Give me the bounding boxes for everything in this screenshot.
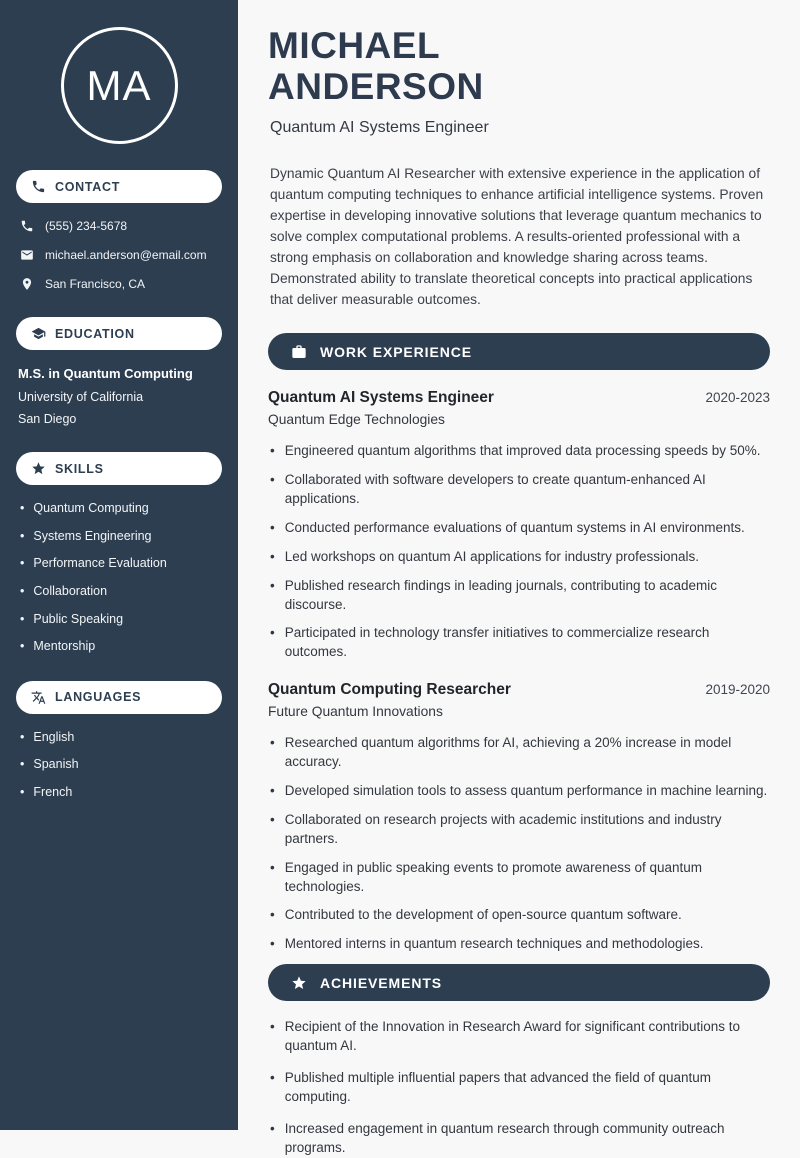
job-bullet-list (270, 442, 770, 662)
star-icon (31, 461, 46, 476)
avatar: MA (61, 27, 178, 144)
job-bullet: • Contributed to the development of open-source quantum software. (270, 906, 770, 925)
skill-item: • Public Speaking (20, 612, 222, 628)
email-row (20, 248, 222, 262)
job-company: Future Quantum Innovations (268, 704, 443, 720)
contact-section (16, 170, 222, 291)
sidebar (0, 0, 238, 1130)
achievements-header-label: ACHIEVEMENTS (320, 974, 443, 991)
achievement-bullet: • Recipient of the Innovation in Research Award for significant contributions to quantum AI. (270, 1018, 770, 1056)
skill-item: • Performance Evaluation (20, 556, 222, 572)
person-name-line2: ANDERSON (268, 65, 484, 107)
job-bullet: • Developed simulation tools to assess quantum performance in machine learning. (270, 782, 770, 801)
job-bullet-list (270, 734, 770, 954)
job-bullet: • Conducted performance evaluations of quantum systems in AI environments. (270, 519, 770, 538)
person-name-line1: MICHAEL (268, 25, 441, 66)
achievement-bullet: • Published multiple influential papers that advanced the field of quantum computing. (270, 1069, 770, 1107)
job-bullet: • Published research findings in leading journals, contributing to academic discourse. (270, 577, 770, 615)
summary-paragraph: Dynamic Quantum AI Researcher with extensive experience in the application of quantum computing techniques to enhance artificial intelligence systems. Proven expertise in developing innovative solutions that leverage quantum mechanics to solve complex computational problems. A results-oriented professional with a strong emphasis on collaboration and knowledge sharing across teams. Demonstrated ability to translate theoretical concepts into practical applications that deliver measurable outcomes. (270, 166, 764, 308)
achievements-banner (268, 964, 770, 1001)
education-school-line1: University of California (18, 390, 144, 404)
phone-row (20, 219, 222, 233)
languages-header-label: LANGUAGES (55, 690, 142, 705)
skills-section (16, 452, 222, 655)
job-bullet: • Researched quantum algorithms for AI, achieving a 20% increase in model accuracy. (270, 734, 770, 772)
phone-icon (20, 219, 34, 233)
phone-value: (555) 234-5678 (45, 219, 128, 233)
job-header (268, 389, 770, 407)
languages-section (16, 681, 222, 801)
job-title: Quantum Computing Researcher (268, 681, 511, 699)
language-item: • English (20, 730, 222, 746)
location-value: San Francisco, CA (45, 277, 146, 291)
language-item: • Spanish (20, 757, 222, 773)
job-header (268, 681, 770, 699)
education-section (16, 317, 222, 426)
graduation-cap-icon (31, 326, 46, 341)
education-header (16, 317, 222, 350)
education-header-label: EDUCATION (55, 326, 135, 341)
phone-icon (31, 179, 46, 194)
location-row (20, 277, 222, 291)
work-experience-banner (268, 333, 770, 370)
job-bullet: • Participated in technology transfer initiatives to commercialize research outcomes. (270, 624, 770, 662)
education-school-line2: San Diego (18, 412, 77, 426)
education-degree: M.S. in Quantum Computing (18, 366, 193, 381)
job-dates: 2019-2020 (705, 682, 770, 698)
skill-item: • Mentorship (20, 639, 222, 655)
avatar-wrap (16, 27, 222, 144)
skills-header-label: SKILLS (55, 461, 104, 476)
job-bullet: • Mentored interns in quantum research techniques and methodologies. (270, 935, 770, 954)
job-bullet: • Collaborated with software developers to create quantum-enhanced AI applications. (270, 471, 770, 509)
skill-item: • Quantum Computing (20, 501, 222, 517)
language-item: • French (20, 785, 222, 801)
job-dates: 2020-2023 (705, 390, 770, 406)
job-bullet: • Led workshops on quantum AI applications for industry professionals. (270, 548, 770, 567)
skills-header (16, 452, 222, 485)
job-bullet: • Collaborated on research projects with academic institutions and industry partners. (270, 811, 770, 849)
job-company: Quantum Edge Technologies (268, 412, 445, 428)
translate-icon (31, 690, 46, 705)
work-experience-header-label: WORK EXPERIENCE (320, 343, 472, 360)
skill-item: • Systems Engineering (20, 529, 222, 545)
mail-icon (20, 248, 34, 262)
achievement-bullet: • Increased engagement in quantum research through community outreach programs. (270, 1120, 770, 1158)
briefcase-icon (291, 344, 307, 360)
skills-list (16, 501, 222, 655)
email-value: michael.anderson@email.com (45, 248, 207, 262)
person-name (268, 26, 770, 107)
location-pin-icon (20, 277, 34, 291)
star-icon (291, 975, 307, 991)
job-title: Quantum AI Systems Engineer (268, 389, 494, 407)
contact-header (16, 170, 222, 203)
job-bullet: • Engineered quantum algorithms that improved data processing speeds by 50%. (270, 442, 770, 461)
skill-item: • Collaboration (20, 584, 222, 600)
person-job-title: Quantum AI Systems Engineer (270, 119, 489, 137)
languages-list (16, 730, 222, 801)
job-bullet: • Engaged in public speaking events to promote awareness of quantum technologies. (270, 859, 770, 897)
main-content (238, 0, 800, 1155)
contact-header-label: CONTACT (55, 179, 121, 194)
languages-header (16, 681, 222, 714)
achievements-list (270, 1018, 770, 1157)
